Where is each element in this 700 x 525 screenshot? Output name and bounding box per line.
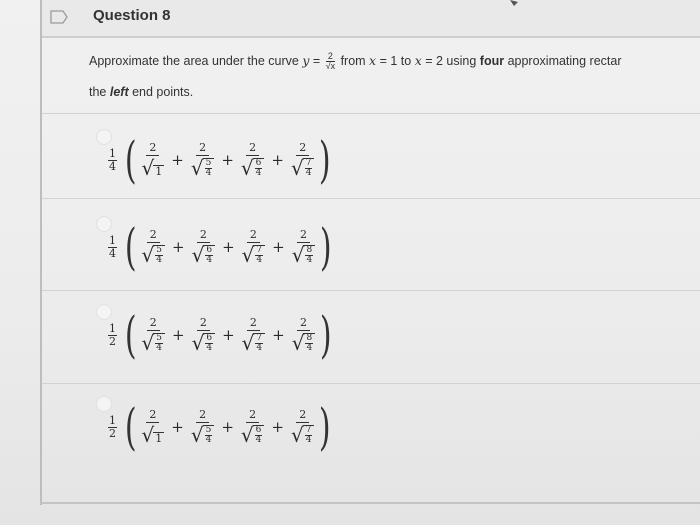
left-border (40, 0, 42, 505)
sqrt: √ 5 4 (142, 333, 165, 353)
sqrt: √ 6 4 (241, 425, 264, 445)
option-expression (108, 218, 334, 276)
prompt-text-1: Approximate the area under the curve (89, 53, 303, 68)
term-fraction: 2 √ 5 4 (142, 317, 165, 353)
sqrt: √ 7 4 (242, 245, 265, 265)
term-fraction: 2 √ 5 4 (142, 229, 165, 265)
answer-option[interactable] (88, 212, 488, 292)
cursor-icon (510, 0, 518, 6)
coefficient: 1 2 (109, 413, 116, 440)
right-paren: ) (319, 398, 332, 456)
prompt-eq2: = 2 using (421, 53, 480, 68)
plus-sign: + (222, 326, 235, 344)
curve-equals: = (309, 53, 324, 68)
plus-sign: + (222, 238, 235, 256)
sqrt: √ 6 4 (192, 333, 215, 353)
right-paren: ) (320, 306, 332, 364)
sqrt: √ 5 4 (191, 425, 214, 445)
plus-sign: + (272, 238, 285, 256)
curve-num: 2 (326, 52, 335, 62)
term-fraction: 2 √ 6 4 (192, 229, 215, 265)
coefficient: 1 4 (109, 233, 116, 260)
line2-left: left (109, 85, 129, 99)
curve-den: √x (325, 61, 336, 71)
left-paren: ( (124, 218, 137, 276)
term-fraction: 2 √ 6 4 (192, 317, 215, 353)
x-var-2: x (414, 52, 422, 68)
x-var-1: x (369, 52, 377, 68)
line2-post: end points. (128, 85, 194, 99)
prompt-line-2 (89, 85, 193, 99)
sqrt: √ 1 (141, 156, 163, 180)
term-fraction: 2 √ 1 (141, 408, 163, 447)
prompt-bold-four: four (479, 53, 505, 68)
plus-sign: + (171, 151, 184, 169)
sqrt: √ 6 4 (192, 245, 215, 265)
line2-pre: the (89, 85, 110, 99)
plus-sign: + (221, 418, 234, 436)
sqrt: √ 1 (141, 423, 163, 447)
right-paren: ) (320, 218, 332, 276)
answer-option[interactable] (88, 392, 488, 472)
term-fraction: 2 √ 7 4 (242, 317, 265, 353)
plus-sign: + (172, 238, 185, 256)
curve-fraction (326, 52, 335, 71)
sqrt: √ 7 4 (291, 425, 314, 445)
left-paren: ( (124, 131, 137, 189)
question-title: Question 8 (93, 7, 171, 24)
bottom-border (40, 502, 700, 504)
term-fraction: 2 √ 6 4 (241, 142, 264, 178)
sqrt: √ 8 4 (292, 245, 315, 265)
plus-sign: + (172, 326, 185, 344)
sqrt: √ 5 4 (191, 158, 214, 178)
coefficient: 1 4 (109, 146, 116, 173)
plus-sign: + (271, 418, 284, 436)
answer-option[interactable] (88, 300, 488, 380)
answer-option[interactable] (88, 125, 488, 205)
term-fraction: 2 √ 7 4 (242, 229, 265, 265)
term-fraction: 2 √ 7 4 (291, 142, 314, 178)
term-fraction: 2 √ 8 4 (292, 317, 315, 353)
left-paren: ( (124, 398, 137, 456)
coefficient: 1 2 (109, 321, 116, 348)
option-expression (108, 306, 334, 364)
curve-y: y (302, 52, 310, 68)
plus-sign: + (221, 151, 234, 169)
term-fraction: 2 √ 1 (141, 141, 163, 180)
prompt-eq1: = 1 to (376, 53, 415, 68)
sqrt: √ 6 4 (241, 158, 264, 178)
sqrt: √ 8 4 (292, 333, 315, 353)
option-expression (108, 131, 333, 189)
question-prompt (89, 51, 700, 99)
term-fraction: 2 √ 5 4 (191, 409, 214, 445)
sqrt: √ 5 4 (142, 245, 165, 265)
prompt-text-2: approximating rectar (504, 53, 622, 68)
option-expression (108, 398, 333, 456)
plus-sign: + (171, 418, 184, 436)
divider (42, 383, 700, 384)
term-fraction: 2 √ 6 4 (241, 409, 264, 445)
divider (42, 113, 700, 114)
plus-sign: + (271, 151, 284, 169)
term-fraction: 2 √ 8 4 (292, 229, 315, 265)
term-fraction: 2 √ 7 4 (291, 409, 314, 445)
flag-icon[interactable] (50, 10, 68, 24)
sqrt: √ 7 4 (291, 158, 314, 178)
prompt-from: from (337, 53, 370, 68)
left-paren: ( (124, 306, 137, 364)
sqrt: √ 7 4 (242, 333, 265, 353)
term-fraction: 2 √ 5 4 (191, 142, 214, 178)
plus-sign: + (272, 326, 285, 344)
right-paren: ) (319, 131, 332, 189)
